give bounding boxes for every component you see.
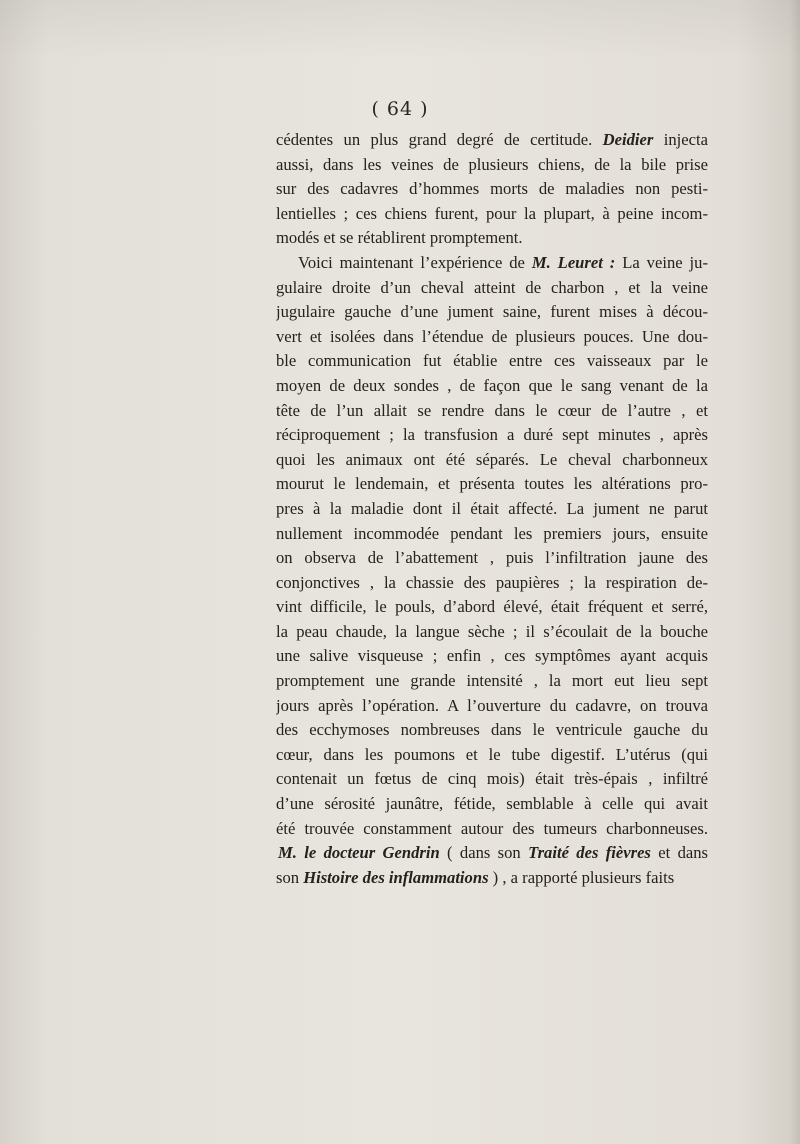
text-line: [276, 128, 708, 153]
page-number: ( 64 ): [371, 98, 429, 120]
text-run: pres à la maladie dont il était affecté. La jument ne parut: [276, 498, 708, 518]
text-run: des ecchymoses nombreuses dans le ventricule gauche du: [276, 720, 708, 740]
text-run: une salive visqueuse ; enfin , ces symptômes ayant acquis: [276, 646, 708, 666]
text-line: [276, 202, 708, 227]
text-run: conjonctives , la chassie des paupières ; la respiration de-: [276, 572, 708, 592]
text-run: aussi, dans les veines de plusieurs chiens, de la bile prise: [276, 154, 708, 174]
text-run: Voici maintenant l’expérience de: [298, 252, 532, 272]
text-line: [276, 399, 708, 424]
emphasis-text: Traité des fièvres: [528, 843, 651, 863]
text-run: été trouvée constamment autour des tumeurs charbonneuses.: [276, 818, 708, 838]
text-run: modés et se rétablirent promptement.: [276, 228, 523, 248]
text-run: tête de l’un allait se rendre dans le cœur de l’autre , et: [276, 400, 708, 420]
text-run: vint difficile, le pouls, d’abord élevé, était fréquent et serré,: [276, 597, 708, 617]
text-line: [276, 718, 708, 743]
text-line: [276, 423, 708, 448]
text-line: [276, 349, 708, 374]
emphasis-text: Histoire des inflammations: [303, 867, 489, 887]
text-line: [276, 300, 708, 325]
text-run: et dans: [650, 843, 708, 863]
text-line: [276, 374, 708, 399]
text-run: moyen de deux sondes , de façon que le sang venant de la: [276, 375, 708, 395]
text-line: [276, 497, 708, 522]
text-run: cœur, dans les poumons et le tube digestif. L’utérus (qui: [276, 744, 708, 764]
text-run: La veine ju-: [615, 252, 708, 272]
text-line: [276, 472, 708, 497]
text-line: [276, 743, 708, 768]
text-line: [276, 153, 708, 178]
text-line: [276, 276, 708, 301]
text-run: la peau chaude, la langue sèche ; il s’écoulait de la bouche: [276, 621, 708, 641]
text-run: lentielles ; ces chiens furent, pour la plupart, à peine incom-: [276, 203, 708, 223]
text-line: [276, 251, 708, 276]
text-line: [276, 669, 708, 694]
text-run: ) , a rapporté plusieurs faits: [488, 867, 675, 887]
text-run: mourut le lendemain, et présenta toutes les altérations pro-: [276, 474, 708, 494]
text-run: promptement une grande intensité , la mort eut lieu sept: [276, 671, 708, 691]
text-run: ( dans son: [439, 843, 529, 863]
text-run: quoi les animaux ont été séparés. Le cheval charbonneux: [276, 449, 708, 469]
text-run: contenait un fœtus de cinq mois) était très-épais , infiltré: [276, 769, 708, 789]
text-run: réciproquement ; la transfusion a duré sept minutes , après: [276, 425, 708, 445]
text-run: ble communication fut établie entre ces vaisseaux par le: [276, 351, 708, 371]
text-line: [276, 522, 708, 547]
text-line: [276, 595, 708, 620]
text-run: vert et isolées dans l’étendue de plusieurs pouces. Une dou-: [276, 326, 708, 346]
text-line: [276, 448, 708, 473]
text-run: jugulaire gauche d’une jument saine, furent mises à décou-: [276, 302, 708, 322]
text-line: [276, 546, 708, 571]
text-line: [276, 226, 708, 251]
text-run: jours après l’opération. A l’ouverture du cadavre, on trouva: [276, 695, 708, 715]
text-line: [276, 694, 708, 719]
text-line: [276, 644, 708, 669]
emphasis-text: M. Leuret :: [531, 252, 616, 272]
text-line: [276, 571, 708, 596]
text-run: injecta: [653, 130, 708, 149]
text-run: nullement incommodée pendant les premiers jours, ensuite: [276, 523, 708, 543]
text-run: son: [276, 867, 304, 887]
text-run: on observa de l’abattement , puis l’infiltration jaune des: [276, 548, 708, 568]
text-run: sur des cadavres d’hommes morts de maladies non pesti-: [276, 179, 708, 199]
text-line: [276, 177, 708, 202]
body-text: [276, 128, 708, 890]
emphasis-text: Deidier: [602, 130, 654, 149]
emphasis-text: M. le docteur Gendrin: [278, 843, 440, 863]
text-run: d’une sérosité jaunâtre, fétide, semblable à celle qui avait: [276, 794, 708, 814]
text-line: [276, 841, 708, 866]
text-line: [276, 792, 708, 817]
text-line: [276, 620, 708, 645]
text-line: [276, 817, 708, 842]
text-line: [276, 325, 708, 350]
text-run: gulaire droite d’un cheval atteint de charbon , et la veine: [276, 277, 708, 297]
text-line: [276, 767, 708, 792]
text-line: [276, 866, 708, 891]
text-run: cédentes un plus grand degré de certitude.: [276, 130, 603, 149]
